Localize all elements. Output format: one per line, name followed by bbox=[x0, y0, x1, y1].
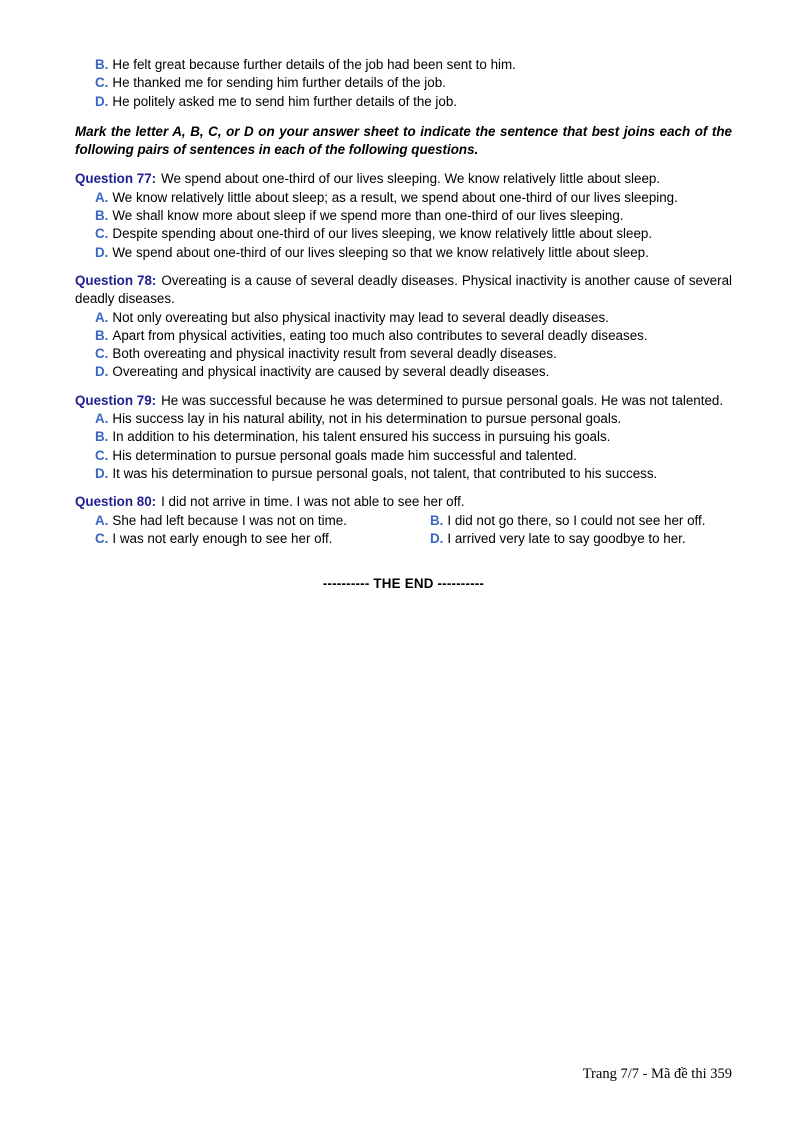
option-text: Apart from physical activities, eating too much also contributes to several deadly diseases. bbox=[112, 327, 648, 343]
option-letter: B. bbox=[95, 57, 109, 72]
answer-option bbox=[75, 189, 732, 207]
option-letter: D. bbox=[95, 364, 109, 380]
answer-option bbox=[75, 93, 732, 111]
option-text: We spend about one-third of our lives sleeping so that we know relatively little about sleep. bbox=[112, 244, 649, 260]
answer-option bbox=[75, 447, 732, 465]
the-end-marker: ---------- THE END ---------- bbox=[322, 576, 485, 592]
option-letter: D. bbox=[430, 530, 444, 546]
option-letter: C. bbox=[95, 447, 109, 463]
option-text: We know relatively little about sleep; as a result, we spend about one-third of our lives sleeping. bbox=[112, 189, 678, 205]
option-text: His determination to pursue personal goals made him successful and talented. bbox=[112, 447, 577, 463]
option-text: He politely asked me to send him further details of the job. bbox=[112, 93, 458, 109]
question-stem: He was successful because he was determined to pursue personal goals. He was not talented. bbox=[161, 392, 724, 408]
option-letter: B. bbox=[95, 429, 109, 445]
question-block bbox=[75, 170, 732, 261]
option-letter: D. bbox=[95, 465, 109, 481]
option-letter: C. bbox=[95, 346, 109, 362]
option-text: Both overeating and physical inactivity result from several deadly diseases. bbox=[112, 346, 557, 362]
question-block bbox=[75, 392, 732, 483]
question-options bbox=[75, 512, 732, 549]
option-text: Despite spending about one-third of our lives sleeping, we know relatively little about sleep. bbox=[112, 226, 653, 242]
answer-option bbox=[75, 56, 732, 74]
option-letter: D. bbox=[95, 244, 109, 260]
option-text: We shall know more about sleep if we spend more than one-third of our lives sleeping. bbox=[112, 208, 624, 224]
question-stem-line bbox=[75, 170, 732, 188]
question-options bbox=[75, 410, 732, 483]
option-text: He thanked me for sending him further details of the job. bbox=[112, 75, 446, 91]
answer-option bbox=[75, 225, 732, 243]
answer-option bbox=[75, 309, 732, 327]
option-letter: C. bbox=[95, 75, 109, 91]
question-stem-line bbox=[75, 272, 732, 309]
option-letter: C. bbox=[95, 226, 109, 242]
option-text: His success lay in his natural ability, not in his determination to pursue personal goals. bbox=[112, 411, 622, 427]
option-text: In addition to his determination, his talent ensured his success in pursuing his goals. bbox=[112, 429, 611, 445]
question-label: Question 77: bbox=[75, 171, 157, 187]
question-block bbox=[75, 272, 732, 382]
orphan-options bbox=[75, 56, 732, 111]
answer-option bbox=[75, 512, 410, 530]
question-stem: We spend about one-third of our lives sleeping. We know relatively little about sleep. bbox=[161, 171, 661, 187]
option-letter: B. bbox=[95, 208, 109, 224]
question-block bbox=[75, 493, 732, 548]
answer-option bbox=[75, 244, 732, 262]
section-instruction: Mark the letter A, B, C, or D on your answer sheet to indicate the sentence that best joins each of the following pairs of sentences in each of the following questions. bbox=[75, 123, 732, 158]
answer-option bbox=[75, 410, 732, 428]
question-label: Question 78: bbox=[75, 272, 157, 288]
question-label: Question 80: bbox=[75, 494, 157, 510]
option-letter: A. bbox=[95, 512, 109, 528]
option-text: Overeating and physical inactivity are caused by several deadly diseases. bbox=[112, 364, 550, 380]
option-text: It was his determination to pursue personal goals, not talent, that contributed to his success. bbox=[112, 465, 658, 481]
questions-container bbox=[75, 170, 732, 548]
question-options bbox=[75, 189, 732, 262]
answer-option bbox=[75, 428, 732, 446]
exam-content bbox=[75, 56, 732, 593]
answer-option bbox=[75, 530, 410, 548]
option-letter: A. bbox=[95, 189, 109, 205]
option-letter: C. bbox=[95, 530, 109, 546]
answer-option bbox=[75, 327, 732, 345]
option-letter: A. bbox=[95, 411, 109, 427]
answer-option bbox=[75, 345, 732, 363]
option-text: I did not go there, so I could not see her off. bbox=[447, 512, 706, 528]
option-letter: B. bbox=[430, 512, 444, 528]
answer-option bbox=[75, 363, 732, 381]
question-stem: Overeating is a cause of several deadly diseases. Physical inactivity is another cause of several deadly diseases. bbox=[75, 272, 732, 307]
option-letter: D. bbox=[95, 93, 109, 109]
option-text: She had left because I was not on time. bbox=[112, 512, 347, 528]
answer-option bbox=[75, 74, 732, 92]
option-text: I arrived very late to say goodbye to her. bbox=[447, 530, 686, 546]
page-footer: Trang 7/7 - Mã đề thi 359 bbox=[582, 1066, 732, 1082]
question-stem-line bbox=[75, 392, 732, 410]
question-stem-line bbox=[75, 493, 732, 511]
option-text: Not only overeating but also physical inactivity may lead to several deadly diseases. bbox=[112, 309, 609, 325]
answer-option bbox=[75, 207, 732, 225]
option-text: He felt great because further details of the job had been sent to him. bbox=[112, 57, 516, 72]
question-label: Question 79: bbox=[75, 392, 157, 408]
option-letter: A. bbox=[95, 309, 109, 325]
question-stem: I did not arrive in time. I was not able to see her off. bbox=[161, 494, 465, 510]
answer-option bbox=[410, 512, 732, 530]
option-text: I was not early enough to see her off. bbox=[112, 530, 333, 546]
question-options bbox=[75, 309, 732, 382]
answer-option bbox=[410, 530, 732, 548]
answer-option bbox=[75, 465, 732, 483]
option-letter: B. bbox=[95, 327, 109, 343]
